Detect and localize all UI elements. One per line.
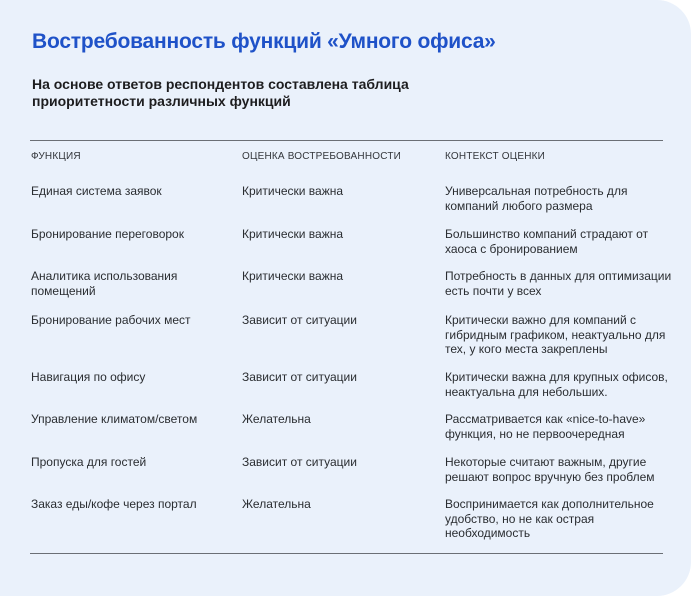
function-cell: Аналитика использования помещений <box>31 269 178 298</box>
context-cell: Потребность в данных для оптимизации есть почти у всех <box>445 269 672 298</box>
function-cell: Единая система заявок <box>31 184 162 198</box>
rating-cell: Зависит от ситуации <box>242 313 357 327</box>
rating-cell: Критически важна <box>242 269 344 283</box>
page-subtitle: На основе ответов респондентов составлена таблица приоритетности различных функций <box>32 76 409 109</box>
context-cell: Воспринимается как дополнительное удобство, но не как острая необходимость <box>445 497 654 540</box>
context-cell: Большинство компаний страдают от хаоса с бронированием <box>445 227 649 256</box>
column-header-rating: ОЦЕНКА ВОСТРЕБОВАННОСТИ <box>242 151 402 162</box>
context-cell: Рассматривается как «nice-to-have» функция, но не первоочередная <box>445 412 646 441</box>
table-top-rule <box>30 140 663 141</box>
rating-cell: Зависит от ситуации <box>242 370 357 384</box>
table-bottom-rule <box>30 553 663 554</box>
rating-cell: Критически важна <box>242 227 344 241</box>
function-cell: Бронирование переговорок <box>31 227 184 241</box>
context-cell: Универсальная потребность для компаний любого размера <box>445 184 628 213</box>
function-cell: Пропуска для гостей <box>31 455 147 469</box>
column-header-function: ФУНКЦИЯ <box>31 151 81 162</box>
context-cell: Некоторые считают важным, другие решают вопрос вручную без проблем <box>445 455 655 484</box>
page-title: Востребованность функций «Умного офиса» <box>32 30 496 53</box>
rating-cell: Желательна <box>242 412 311 426</box>
rating-cell: Зависит от ситуации <box>242 455 357 469</box>
function-cell: Бронирование рабочих мест <box>31 313 191 327</box>
function-cell: Заказ еды/кофе через портал <box>31 497 197 511</box>
function-cell: Навигация по офису <box>31 370 146 384</box>
context-cell: Критически важно для компаний с гибридным графиком, неактуально для тех, у кого места закреплены <box>445 313 666 356</box>
context-cell: Критически важна для крупных офисов, неактуальна для небольших. <box>445 370 668 399</box>
rating-cell: Желательна <box>242 497 311 511</box>
column-header-context: КОНТЕКСТ ОЦЕНКИ <box>445 151 546 162</box>
function-cell: Управление климатом/светом <box>31 412 198 426</box>
rating-cell: Критически важна <box>242 184 344 198</box>
